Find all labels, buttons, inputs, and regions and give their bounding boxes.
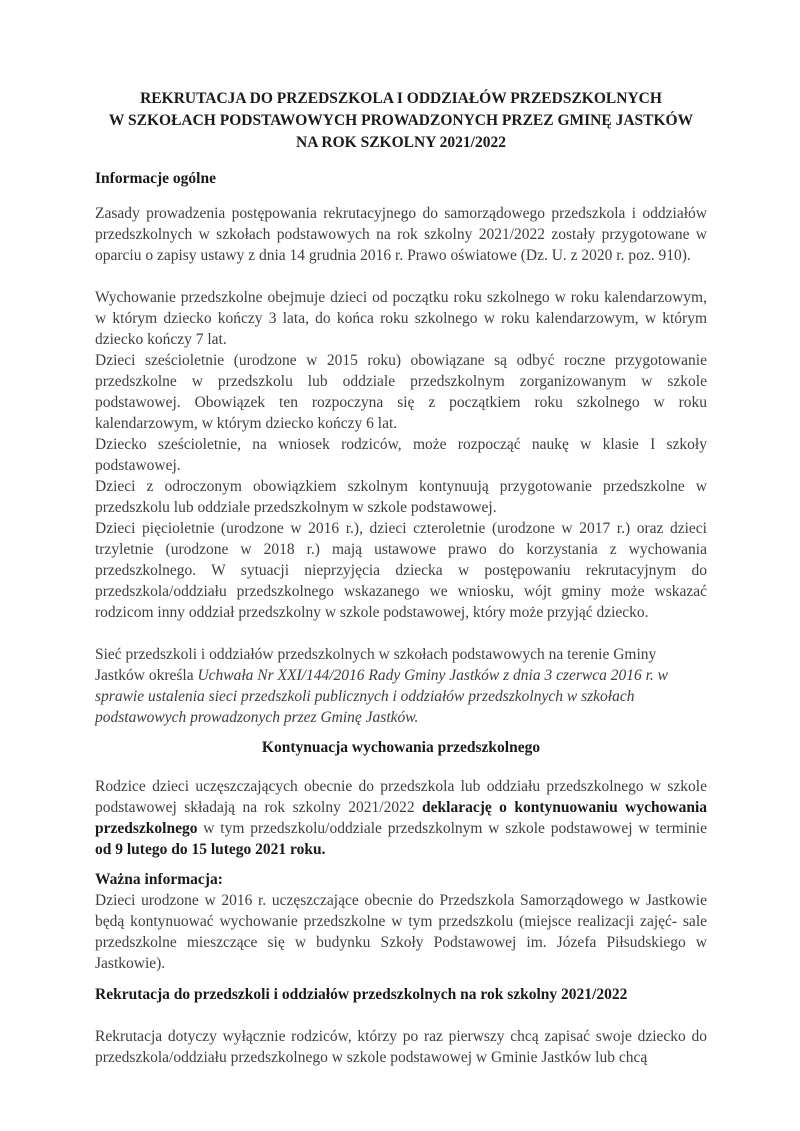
deklaracja-run-3: w tym przedszkolu/oddziale przedszkolnym w szkole podstawowej w terminie (197, 820, 707, 837)
heading-rekrutacja: Rekrutacja do przedszkoli i oddziałów przedszkolnych na rok szkolny 2021/2022 (95, 986, 628, 1003)
deklaracja-run-1: Rodzice dzieci uczęszczających obecnie do przedszkola lub oddziału przedszkolnego w szkole podstawowej składają na rok szkolny 2021/2022 (95, 778, 707, 816)
deklaracja-run-bold: deklarację o kontynuowaniu wychowania przedszkolnego (95, 799, 707, 837)
heading-kontynuacja: Kontynuacja wychowania przedszkolnego (261, 739, 541, 756)
heading-general-info: Informacje ogólne (95, 170, 216, 187)
document-title-line1: REKRUTACJA DO PRZEDSZKOLA I ODDZIAŁÓW PRZEDSZKOLNYCH (140, 90, 662, 107)
siec-text-uchwala-italic: Uchwała Nr XXI/144/2016 Rady Gminy Jastków z dnia 3 czerwca 2016 r. w sprawie ustalenia sieci przedszkoli publicznych i oddziałów przedszkolnych w szkołach podstawowych prowadzonych przez Gminę Jastków. (95, 667, 669, 726)
siec-text-normal: Sieć przedszkoli i oddziałów przedszkolnych w szkołach podstawowych na terenie Gminy Jastków określa (95, 646, 657, 684)
heading-wazna-informacja: Ważna informacja: (95, 871, 223, 888)
paragraph-rodzice-deklaracja (95, 776, 707, 860)
deklaracja-termin-bold: od 9 lutego do 15 lutego 2021 roku. (95, 841, 326, 858)
paragraph-intro: Zasady prowadzenia postępowania rekrutacyjnego do samorządowego przedszkola i oddziałów przedszkolnych w szkołach podstawowych na rok szkolny 2021/2022 zostały przygotowane w oparciu o zapisy ustawy z dnia 14 grudnia 2016 r. Prawo oświatowe (Dz. U. z 2020 r. poz. 910). (95, 205, 707, 264)
document-content (95, 88, 707, 1068)
paragraph-dzieci-odroczone: Dzieci z odroczonym obowiązkiem szkolnym kontynuują przygotowanie przedszkolne w przedszkolu lub oddziale przedszkolnym w szkole podstawowej. (95, 478, 707, 516)
paragraph-dzieci-szescioletnie: Dzieci sześcioletnie (urodzone w 2015 roku) obowiązane są odbyć roczne przygotowanie przedszkolne w przedszkolu lub oddziale przedszkolnym zorganizowanym w szkole podstawowej. Obowiązek ten rozpoczyna się z początkiem roku szkolnego w roku kalendarzowym, w którym dziecko kończy 6 lat. (95, 352, 707, 432)
paragraph-dziecko-szescioletnie: Dziecko sześcioletnie, na wniosek rodziców, może rozpocząć naukę w klasie I szkoły podstawowej. (95, 436, 707, 474)
paragraph-wychowanie-przedszkolne: Wychowanie przedszkolne obejmuje dzieci od początku roku szkolnego w roku kalendarzowym, w którym dziecko kończy 3 lata, do końca roku szkolnego w roku kalendarzowym, w którym dziecko kończy 7 lat. (95, 289, 707, 348)
paragraph-rekrutacja-dotyczy: Rekrutacja dotyczy wyłącznie rodziców, którzy po raz pierwszy chcą zapisać swoje dziecko do przedszkola/oddziału przedszkolnego w szkole podstawowej w Gminie Jastków lub chcą (95, 1028, 707, 1066)
document-title-line2: W SZKOŁACH PODSTAWOWYCH PROWADZONYCH PRZEZ GMINĘ JASTKÓW (108, 112, 694, 129)
paragraph-siec-przedszkoli (95, 644, 707, 728)
document-title-line3: NA ROK SZKOLNY 2021/2022 (296, 134, 506, 151)
paragraph-dzieci-piecioletnie: Dzieci pięcioletnie (urodzone w 2016 r.), dzieci czteroletnie (urodzone w 2017 r.) oraz dzieci trzyletnie (urodzone w 2018 r.) mają ustawowe prawo do korzystania z wychowania przedszkolnego. W sytuacji nieprzyjęcia dziecka w postępowaniu rekrutacyjnym do przedszkola/oddziału przedszkolnego wskazanego we wniosku, wójt gminy może wskazać rodzicom inny oddział przedszkolny w szkole podstawowej, który może przyjąć dziecko. (95, 520, 707, 621)
document-title (95, 88, 707, 154)
paragraph-wazna-informacja: Dzieci urodzone w 2016 r. uczęszczające obecnie do Przedszkola Samorządowego w Jastkowie będą kontynuować wychowanie przedszkolne w tym przedszkolu (miejsce realizacji zajęć- sale przedszkolne mieszczące się w budynku Szkoły Podstawowej im. Józefa Piłsudskiego w Jastkowie). (95, 892, 707, 972)
